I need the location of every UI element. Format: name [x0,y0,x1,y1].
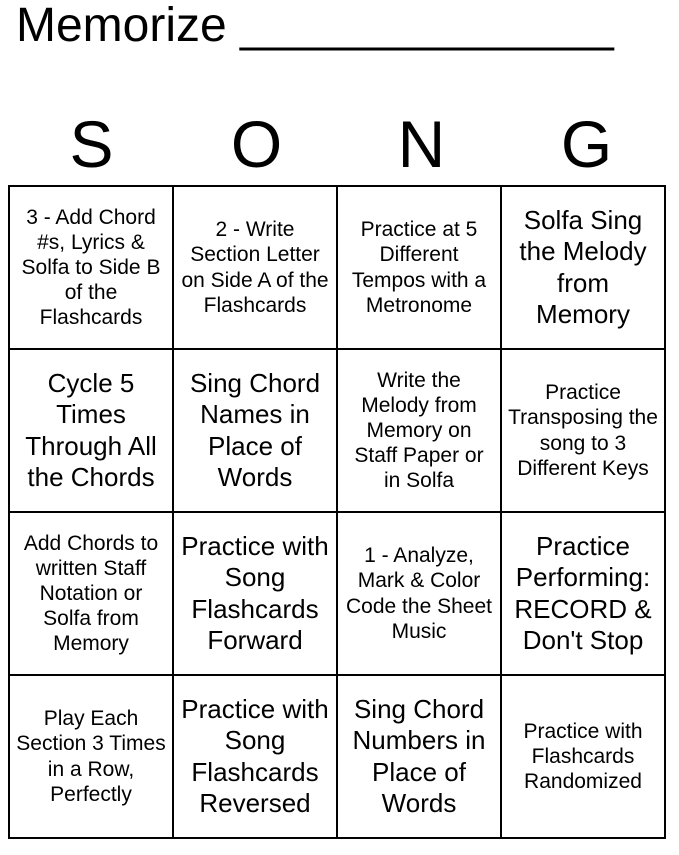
header-letter-s: S [69,107,114,181]
grid-row [9,349,665,512]
bingo-cell [337,512,501,675]
bingo-cell [9,512,173,675]
bingo-cell [173,186,337,349]
page-title: Memorize ______________ [16,0,614,52]
cell-text: Practice with Song Flashcards Reversed [181,694,329,818]
grid-row [9,512,665,675]
cell-text: Play Each Section 3 Times in a Row, Perfectly [16,707,166,806]
cell-text: 3 - Add Chord #s, Lyrics & Solfa to Side B of the Flashcards [21,205,161,330]
cell-text: Sing Chord Numbers in Place of Words [352,694,486,818]
bingo-cell [9,186,173,349]
bingo-cell [501,512,665,675]
cell-text: Practice Transposing the song to 3 Different Keys [508,381,658,480]
bingo-cell [9,675,173,838]
bingo-header [9,104,669,184]
bingo-cell [501,349,665,512]
bingo-cell [173,512,337,675]
bingo-cell [501,675,665,838]
cell-text: 2 - Write Section Letter on Side A of the Flashcards [181,218,329,317]
cell-text: Sing Chord Names in Place of Words [189,368,321,492]
cell-text: Cycle 5 Times Through All the Chords [25,368,157,492]
bingo-cell [173,675,337,838]
grid-row [9,186,665,349]
bingo-cell [337,349,501,512]
bingo-cell [501,186,665,349]
header-letter-g: G [560,107,613,181]
cell-text: Practice with Song Flashcards Forward [181,531,329,655]
grid-row [9,675,665,838]
cell-text: Practice at 5 Different Tempos with a Metronome [351,218,487,317]
bingo-cell [337,186,501,349]
cell-text: Solfa Sing the Melody from Memory [519,205,647,329]
header-letter-n: N [397,107,446,181]
bingo-cell [9,349,173,512]
cell-text: Add Chords to written Staff Notation or Solfa from Memory [23,531,159,656]
bingo-cell [173,349,337,512]
bingo-grid [8,185,666,839]
cell-text: Practice Performing: RECORD & Don't Stop [514,531,652,655]
bingo-cell [337,675,501,838]
cell-text: 1 - Analyze, Mark & Color Code the Sheet Music [346,544,492,643]
cell-text: Practice with Flashcards Randomized [523,719,643,794]
cell-text: Write the Melody from Memory on Staff Paper or in Solfa [354,368,484,493]
header-letter-o: O [230,107,283,181]
